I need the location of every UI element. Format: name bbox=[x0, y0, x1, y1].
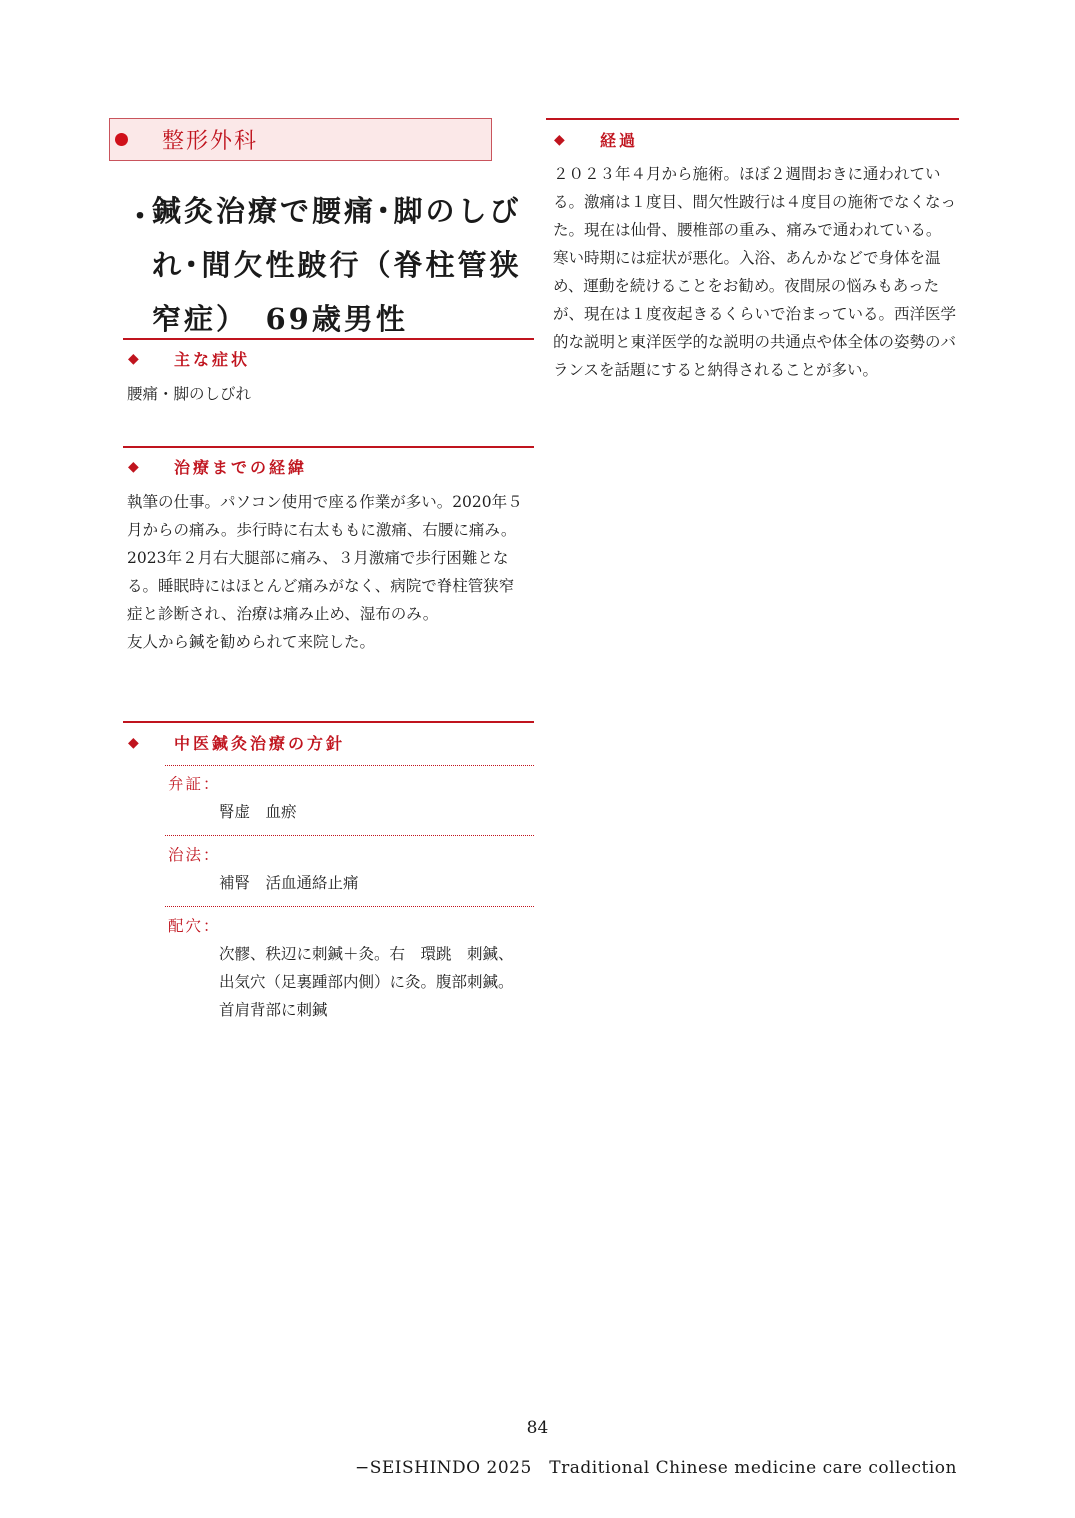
diamond-icon: ◆ bbox=[128, 734, 142, 751]
section-heading-policy bbox=[128, 731, 345, 754]
section-heading-symptoms bbox=[128, 347, 250, 370]
history-paragraph: 2023年２月右大腿部に痛み、３月激痛で歩行困難となる。睡眠時にはほとんど痛みがなく、病院で脊柱管狭窄症と診断され、治療は痛み止め、湿布のみ。 bbox=[127, 549, 515, 623]
method-label: 治法： bbox=[168, 846, 221, 864]
page-number: 84 bbox=[526, 1418, 549, 1438]
history-paragraph: 執筆の仕事。パソコン使用で座る作業が多い。2020年５月からの痛み。歩行時に右太ももに激痛、右腰に痛み。 bbox=[127, 493, 523, 539]
category-label: 整形外科 bbox=[162, 129, 259, 154]
section-rule-policy bbox=[123, 721, 534, 723]
section-rule-symptoms bbox=[123, 338, 534, 340]
points-label: 配穴： bbox=[168, 917, 221, 935]
diamond-icon: ◆ bbox=[128, 350, 142, 367]
page-title: 鍼灸治療で腰痛･脚のしびれ･間欠性跛行（脊柱管狭窄症） 69歳男性 bbox=[152, 194, 522, 336]
history-text bbox=[127, 488, 529, 656]
diamond-icon: ◆ bbox=[128, 458, 142, 475]
diamond-icon: ◆ bbox=[554, 131, 568, 148]
section-heading-label: 経過 bbox=[600, 131, 639, 150]
dotted-rule bbox=[165, 906, 534, 907]
dotted-rule bbox=[165, 765, 534, 766]
diagnosis-text: 腎虚 血瘀 bbox=[219, 803, 297, 821]
footer-credit: −SEISHINDO 2025 Traditional Chinese medicine care collection bbox=[354, 1458, 957, 1478]
diagnosis-label: 弁証： bbox=[168, 775, 221, 793]
section-heading-progress bbox=[554, 128, 638, 151]
history-paragraph: 友人から鍼を勧められて来院した。 bbox=[127, 633, 376, 651]
section-heading-history bbox=[128, 455, 307, 478]
category-box bbox=[109, 118, 492, 161]
section-heading-label: 主な症状 bbox=[174, 350, 251, 369]
category-bullet-icon bbox=[115, 133, 128, 146]
symptoms-text: 腰痛・脚のしびれ bbox=[127, 385, 252, 403]
progress-text: ２０２３年４月から施術。ほぼ２週間おきに通われている。激痛は１度目、間欠性跛行は４度目の施術でなくなった。現在は仙骨、腰椎部の重み、痛みで通われている。寒い時期には症状が悪化。入浴、あんかなどで身体を温め、運動を続けることをお勧め。夜間尿の悩みもあったが、現在は１度夜起きるくらいで治まっている。西洋医学的な説明と東洋医学的な説明の共通点や体全体の姿勢のバランスを話題にすると納得されることが多い。 bbox=[553, 165, 957, 379]
method-text: 補腎 活血通絡止痛 bbox=[219, 874, 359, 892]
section-rule-history bbox=[123, 446, 534, 448]
section-heading-label: 治療までの経緯 bbox=[174, 458, 308, 477]
title-bullet: ・ bbox=[125, 200, 155, 235]
section-heading-label: 中医鍼灸治療の方針 bbox=[174, 734, 346, 753]
dotted-rule bbox=[165, 835, 534, 836]
section-rule-progress bbox=[546, 118, 959, 120]
points-text: 次髎、秩辺に刺鍼＋灸。右 環跳 刺鍼、出気穴（足裏踵部内側）に灸。腹部刺鍼。首肩背部に刺鍼 bbox=[219, 945, 514, 1019]
